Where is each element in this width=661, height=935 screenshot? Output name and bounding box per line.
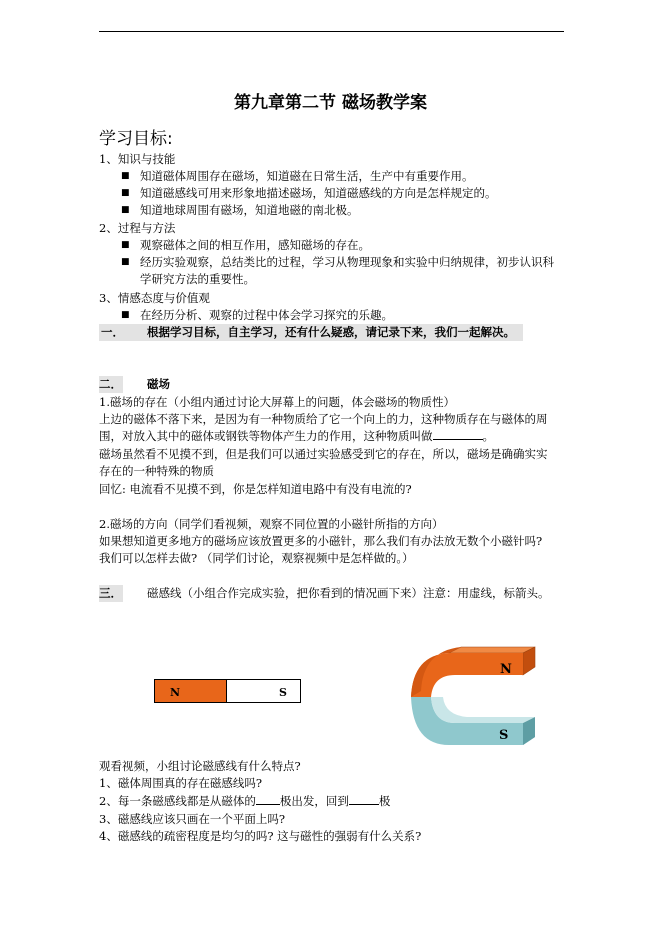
bar-magnet-n-label: N	[170, 686, 181, 699]
part-one-row	[99, 324, 523, 341]
question-item-blanks	[99, 793, 390, 810]
paragraph-line: 磁场虽然看不见摸不到，但是我们可以通过实验感受到它的存在，所以，磁场是确确实实	[99, 447, 548, 461]
section-knowledge-label: 1、知识与技能	[99, 152, 176, 166]
header-rule	[99, 31, 564, 32]
bar-magnet-north	[154, 679, 227, 703]
fill-blank[interactable]	[256, 795, 280, 805]
question-text: 极出发，回到	[279, 794, 349, 808]
questions-intro: 观看视频，小组讨论磁感线有什么特点?	[99, 759, 301, 773]
list-item-continued: 学研究方法的重要性。	[140, 272, 255, 286]
section-attitude-label: 3、情感态度与价值观	[99, 291, 210, 305]
part-two-number: 二．	[99, 377, 122, 391]
part-three-text: 磁感线（小组合作完成实验，把你看到的情况画下来）注意：用虚线，标箭头。	[147, 586, 550, 600]
part-one-number: 一．	[101, 325, 124, 339]
part-two-heading: 磁场	[147, 377, 170, 391]
bar-magnet-s-label: S	[279, 686, 287, 699]
list-item: 经历实验观察，总结类比的过程，学习从物理现象和实验中归纳规律，初步认识科	[140, 255, 554, 269]
list-item: 观察磁体之间的相互作用，感知磁场的存在。	[140, 238, 370, 252]
fill-blank[interactable]	[433, 430, 483, 440]
bullet-icon: ■	[121, 310, 130, 320]
bullet-icon: ■	[121, 205, 130, 215]
question-text: 极	[378, 794, 391, 808]
horseshoe-magnet-icon	[405, 645, 545, 750]
bullet-icon: ■	[121, 171, 130, 181]
paragraph-end: 。	[482, 429, 494, 443]
paragraph-text: 围，对放入其中的磁体或钢铁等物体产生力的作用，这种物质叫做	[99, 429, 433, 443]
subheading-direction: 2.磁场的方向（同学们看视频，观察不同位置的小磁针所指的方向）	[99, 517, 444, 531]
list-item: 知道磁感线可用来形象地描述磁场，知道磁感线的方向是怎样规定的。	[140, 186, 497, 200]
part-three-number: 三．	[99, 586, 122, 600]
page-title: 第九章第二节 磁场教学案	[234, 93, 427, 113]
section-process-label: 2、过程与方法	[99, 221, 176, 235]
objectives-heading: 学习目标:	[99, 129, 173, 149]
list-item: 知道地球周围有磁场，知道地磁的南北极。	[140, 203, 359, 217]
list-item: 知道磁体周围存在磁场，知道磁在日常生活，生产中有重要作用。	[140, 169, 474, 183]
recall-question: 回忆: 电流看不见摸不到，你是怎样知道电路中有没有电流的?	[99, 482, 412, 496]
paragraph-line-blank	[99, 428, 494, 445]
subheading-existence: 1.磁场的存在（小组内通过讨论大屏幕上的问题，体会磁场的物质性）	[99, 395, 455, 409]
bullet-icon: ■	[121, 240, 130, 250]
list-item: 在经历分析、观察的过程中体会学习探究的乐趣。	[140, 308, 393, 322]
fill-blank[interactable]	[349, 795, 379, 805]
question-item: 3、磁感线应该只画在一个平面上吗?	[99, 812, 285, 826]
paragraph-line: 上边的磁体不落下来，是因为有一种物质给了它一个向上的力，这种物质存在与磁体的周	[99, 412, 548, 426]
horseshoe-n-label: N	[500, 662, 512, 677]
question-item: 4、磁感线的疏密程度是均匀的吗? 这与磁性的强弱有什么关系?	[99, 829, 422, 843]
horseshoe-s-label: S	[499, 728, 509, 743]
part-one-text: 根据学习目标，自主学习，还有什么疑惑，请记录下来，我们一起解决。	[147, 325, 515, 339]
bar-magnet-south	[227, 679, 301, 703]
paragraph-line: 我们可以怎样去做? （同学们讨论，观察视频中是怎样做的。）	[99, 551, 414, 565]
question-item: 1、磁体周围真的存在磁感线吗?	[99, 776, 262, 790]
bullet-icon: ■	[121, 257, 130, 267]
question-text: 2、每一条磁感线都是从磁体的	[99, 794, 256, 808]
paragraph-line: 如果想知道更多地方的磁场应该放置更多的小磁针，那么我们有办法放无数个小磁针吗?	[99, 534, 543, 548]
paragraph-line: 存在的一种特殊的物质	[99, 464, 214, 478]
bullet-icon: ■	[121, 188, 130, 198]
